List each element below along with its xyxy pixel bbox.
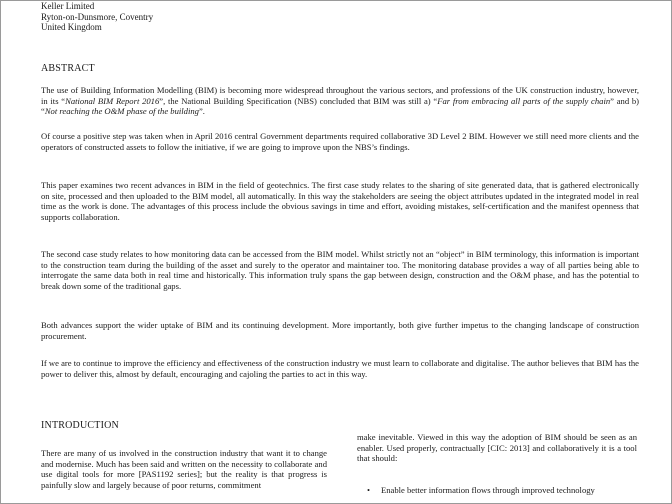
abstract-paragraph-6: If we are to continue to improve the efficiency and effectiveness of the construction industry we must learn to collaborate and digitalise. The author believes that BIM has the power to deliver this, almost by default, encouraging and cajoling the parties to act in this way. [41,358,639,379]
abstract-heading: ABSTRACT [41,63,95,74]
affiliation-location: Ryton-on-Dunsmore, Coventry [41,11,154,22]
abstract-paragraph-4: The second case study relates to how monitoring data can be accessed from the BIM model. Whilst strictly not an “object” in BIM terminology, this information is important to the construction team during the building of the asset and surely to the operator and maintainer too. The monitoring database provides a way of all parties being able to interrogate the same data both in real time and historically. This information truly spans the gap between design, construction and the O&M phase, and has the potential to break down some of the traditional gaps. [41,249,639,291]
text-run: ” and b) “ [41,95,640,117]
abstract-paragraph-3: This paper examines two recent advances in BIM in the field of geotechnics. The first case study relates to the sharing of site generated data, that is gathered electronically on site, processed and then uploaded to the BIM model, all automatically. In this way the stakeholders are seeing the object attributes updated in the integrated model in real time as the work is done. The advantages of this process include the obvious savings in time and effort, avoiding mistakes, self-certification and the manifest openness that supports collaboration. [41,180,639,222]
introduction-heading: INTRODUCTION [41,420,119,431]
author-affiliation [41,1,153,33]
quote-run: Not reaching the O&M phase of the building [44,106,199,117]
quote-run: National BIM Report 2016 [65,95,160,106]
introduction-left-column: There are many of us involved in the construction industry that want it to change and modernise. Much has been said and written on the necessity to collaborate and use digital tools for more [PAS1192 series]; but the reality is that progress is painfully slow and largely because of poor returns, commitment [41,448,327,490]
text-run: ”, the National Building Specification (NBS) concluded that BIM was still a) “ [159,95,438,106]
text-run: ”. [198,106,205,117]
quote-run: Far from embracing all parts of the supply chain [437,95,611,106]
introduction-bullet-item [367,485,637,496]
text-run: The use of Building Information Modelling (BIM) is becoming more widespread throughout the various sectors, and professions of the UK construction industry, however, in its “ [41,85,639,106]
abstract-paragraph-1 [41,85,639,117]
abstract-paragraph-5: Both advances support the wider uptake of BIM and its continuing development. More importantly, both give further impetus to the changing landscape of construction procurement. [41,320,639,341]
introduction-right-column: make inevitable. Viewed in this way the adoption of BIM should be seen as an enabler. Used properly, contractually [CIC: 2013] and collaboratively it is a tool that should: [357,432,637,464]
abstract-paragraph-2: Of course a positive step was taken when in April 2016 central Government departments required collaborative 3D Level 2 BIM. However we still need more clients and the operators of constructed assets to follow the initiative, if we are going to improve upon the NBS’s findings. [41,131,639,152]
affiliation-company: Keller Limited [41,1,95,11]
affiliation-country: United Kingdom [41,22,102,32]
bullet-text: Enable better information flows through improved technology [381,485,595,495]
bullet-marker: • [367,485,371,495]
